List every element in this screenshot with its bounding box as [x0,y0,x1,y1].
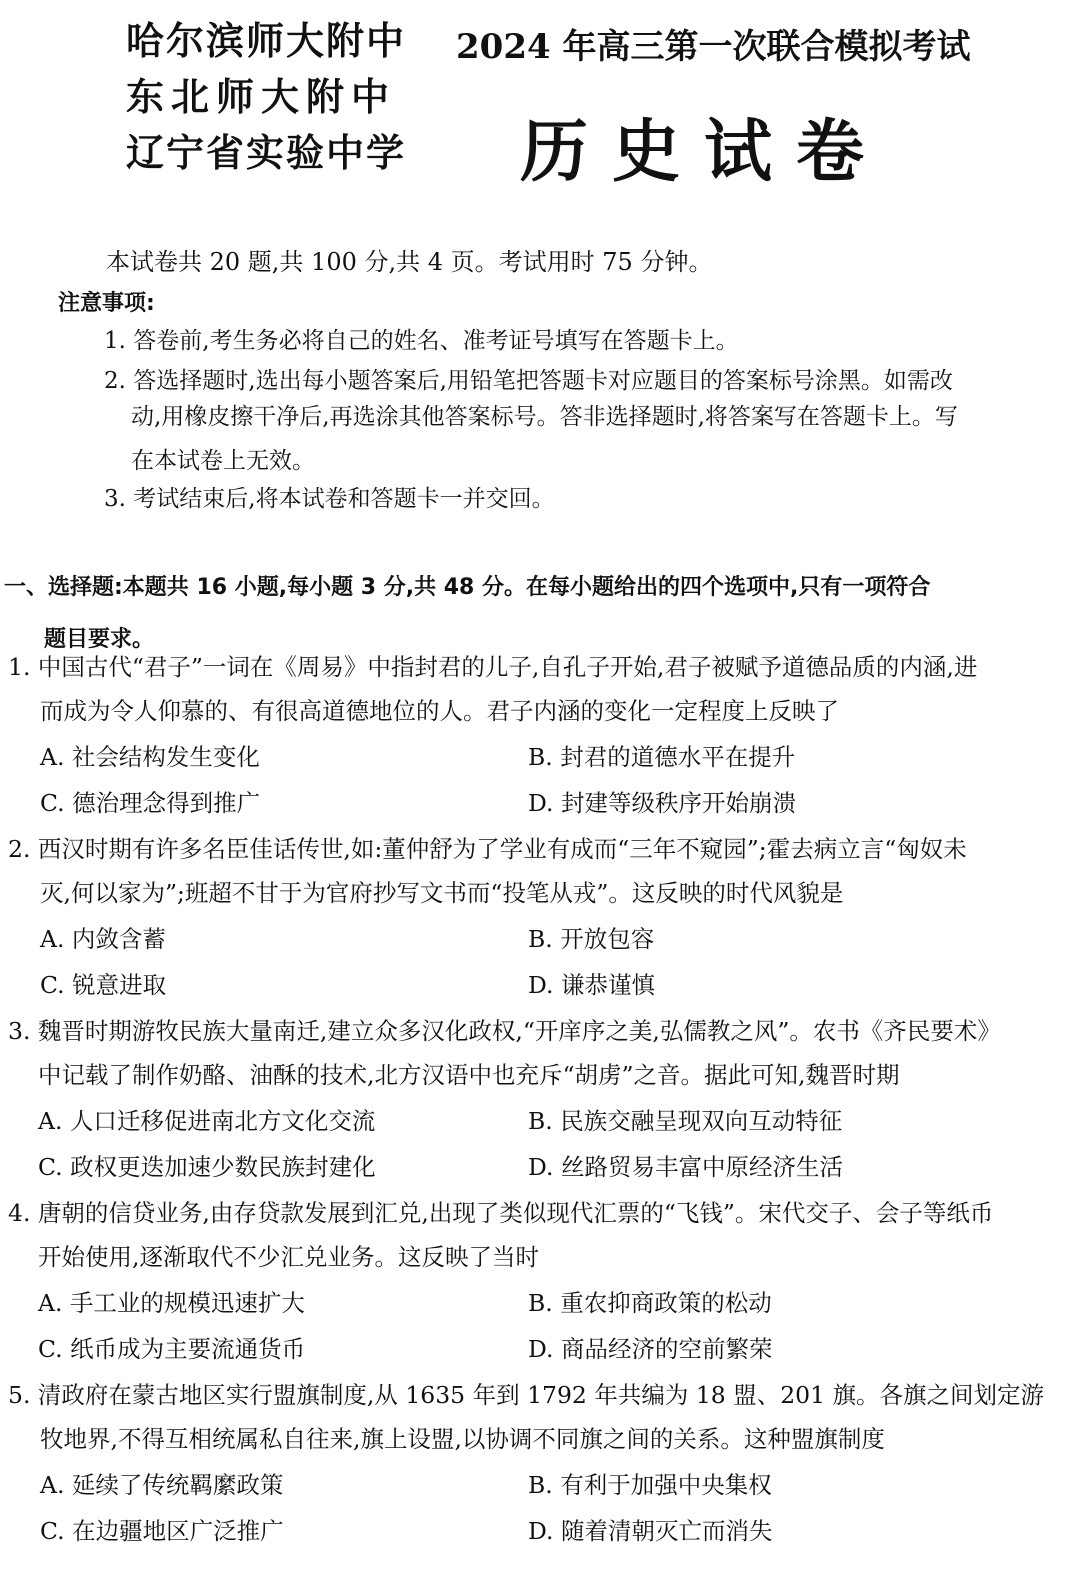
question-stem-line: 1. 中国古代“君子”一词在《周易》中指封君的儿子,自孔子开始,君子被赋予道德品质的内涵,进 [8,653,978,681]
question-stem-line: 5. 清政府在蒙古地区实行盟旗制度,从 1635 年到 1792 年共编为 18 盟、201 旗。各旗之间划定游 [8,1381,1045,1409]
option-c[interactable]: C. 锐意进取 [40,971,167,999]
option-d[interactable]: D. 随着清朝灭亡而消失 [528,1517,773,1545]
option-d[interactable]: D. 封建等级秩序开始崩溃 [528,789,796,817]
option-b[interactable]: B. 封君的道德水平在提升 [528,743,796,771]
school-name: 东北师大附中 [126,75,397,119]
option-d[interactable]: D. 商品经济的空前繁荣 [528,1335,773,1363]
note-line: 动,用橡皮擦干净后,再选涂其他答案标号。答非选择题时,将答案写在答题卡上。写 [131,404,958,430]
school-list [126,19,407,190]
question-stem-line: 灭,何以家为”;班超不甘于为官府抄写文书而“投笔从戎”。这反映的时代风貌是 [40,879,844,907]
option-d[interactable]: D. 丝路贸易丰富中原经济生活 [528,1153,843,1181]
option-b[interactable]: B. 重农抑商政策的松动 [528,1289,772,1317]
subject-title: 历史试卷 [520,112,889,192]
exam-title: 2024 年高三第一次联合模拟考试 [456,27,971,67]
note-line: 2. 答选择题时,选出每小题答案后,用铅笔把答题卡对应题目的答案标号涂黑。如需改 [104,368,953,394]
note-line: 1. 答卷前,考生务必将自己的姓名、准考证号填写在答题卡上。 [104,328,739,354]
section-heading-line: 题目要求。 [44,627,155,652]
option-d[interactable]: D. 谦恭谨慎 [528,971,655,999]
option-a[interactable]: A. 社会结构发生变化 [40,743,260,771]
question-stem-line: 3. 魏晋时期游牧民族大量南迁,建立众多汉化政权,“开庠序之美,弘儒教之风”。农书《齐民要术》 [8,1017,1001,1045]
note-line: 在本试卷上无效。 [131,448,315,474]
question-stem-line: 中记载了制作奶酪、油酥的技术,北方汉语中也充斥“胡虏”之音。据此可知,魏晋时期 [38,1061,900,1089]
section-heading [4,562,1054,666]
question-stem-line: 而成为令人仰慕的、有很高道德地位的人。君子内涵的变化一定程度上反映了 [40,697,839,725]
school-name: 哈尔滨师大附中 [126,19,407,63]
option-a[interactable]: A. 人口迁移促进南北方文化交流 [38,1107,376,1135]
option-a[interactable]: A. 手工业的规模迅速扩大 [38,1289,305,1317]
question-stem-line: 4. 唐朝的信贷业务,由存贷款发展到汇兑,出现了类似现代汇票的“飞钱”。宋代交子、会子等纸币 [8,1199,994,1227]
question-stem-line: 牧地界,不得互相统属私自往来,旗上设盟,以协调不同旗之间的关系。这种盟旗制度 [40,1425,885,1453]
note-line: 3. 考试结束后,将本试卷和答题卡一并交回。 [104,486,555,512]
exam-intro: 本试卷共 20 题,共 100 分,共 4 页。考试用时 75 分钟。 [106,248,713,276]
option-c[interactable]: C. 纸币成为主要流通货币 [38,1335,306,1363]
option-c[interactable]: C. 德治理念得到推广 [40,789,261,817]
option-a[interactable]: A. 内敛含蓄 [40,925,166,953]
question-stem-line: 2. 西汉时期有许多名臣佳话传世,如:董仲舒为了学业有成而“三年不窥园”;霍去病立言“匈奴未 [8,835,967,863]
question-stem-line: 开始使用,逐渐取代不少汇兑业务。这反映了当时 [38,1243,539,1271]
option-b[interactable]: B. 有利于加强中央集权 [528,1471,772,1499]
option-c[interactable]: C. 政权更迭加速少数民族封建化 [38,1153,376,1181]
section-heading-line: 一、选择题:本题共 16 小题,每小题 3 分,共 48 分。在每小题给出的四个选项中,只有一项符合 [4,575,931,600]
option-c[interactable]: C. 在边疆地区广泛推广 [40,1517,284,1545]
option-a[interactable]: A. 延续了传统羁縻政策 [40,1471,284,1499]
option-b[interactable]: B. 开放包容 [528,925,655,953]
school-name: 辽宁省实验中学 [126,131,407,175]
notes-title: 注意事项: [58,291,155,316]
option-b[interactable]: B. 民族交融呈现双向互动特征 [528,1107,843,1135]
